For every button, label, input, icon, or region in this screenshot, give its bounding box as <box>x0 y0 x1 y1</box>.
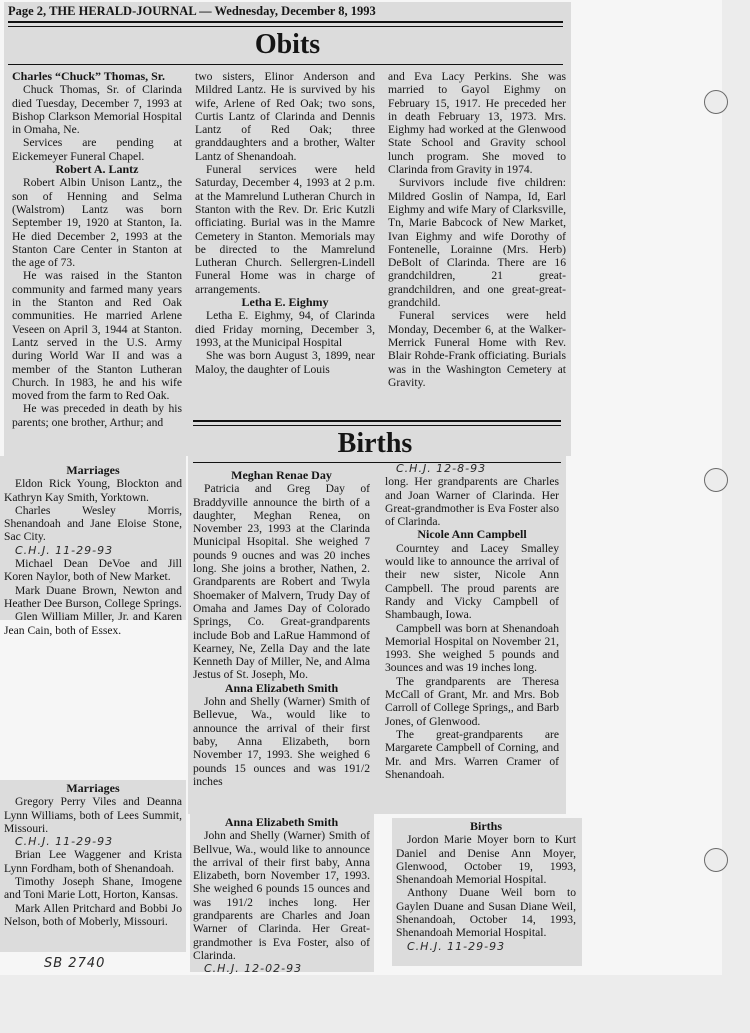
article-paragraph: two sisters, Elinor Anderson and Mildred Lantz. He is survived by his wife, Arlene of Red Oak; two sons, Curtis Lantz of Clarinda and Dennis Lantz of Red Oak; three granddaughters and a brother, Walter Lantz of Shenandoah. <box>195 70 375 163</box>
births-column-2 <box>385 462 559 781</box>
article-paragraph: Charles Wesley Morris, Shenandoah and Jane Eloise Stone, Sac City. <box>4 503 182 544</box>
article-headline: Letha E. Eighmy <box>241 295 329 310</box>
article-paragraph: and Eva Lacy Perkins. She was married to Gayol Eighmy on February 15, 1917. He preceded her in death February 13, 1973. Mrs. Eighmy had worked at the Glenwood State School and Gravity school lunch program. She moved to Clarinda from Gravity in 1974. <box>388 70 566 177</box>
article-paragraph: Timothy Joseph Shane, Imogene and Toni Marie Lott, Horton, Kansas. <box>4 875 182 902</box>
article-paragraph: The grandparents are Theresa McCall of Grant, Mr. and Mrs. Bob Carroll of College Springs,, and Barb Jones, of Glenwood. <box>385 674 559 728</box>
handwritten-note: C.H.J. 12-8-93 <box>396 462 487 475</box>
births-list <box>396 820 576 953</box>
article-headline: Nicole Ann Campbell <box>417 527 527 542</box>
article-headline: Charles “Chuck” Thomas, Sr. <box>12 69 166 83</box>
article-headline: Marriages <box>66 463 120 477</box>
obits-heading: Obits <box>254 29 321 60</box>
article-paragraph: Campbell was born at Shenandoah Memorial Hospital on November 21, 1993. She weighed 5 pounds and 3ounces and was 19 inches long. <box>385 621 559 675</box>
article-headline: Robert A. Lantz <box>55 162 139 177</box>
divider <box>193 425 561 426</box>
article-paragraph: He was raised in the Stanton community and farmed many years in the Stanton and Red Oak communities. He married Arlene Veseen on April 3, 1944 at Stanton. Lantz served in the U.S. Army during World War II and was a member of the Stanton Lutheran Church. In 1983, he and his wife moved from the farm to Red Oak. <box>12 269 182 403</box>
binder-hole <box>704 90 728 114</box>
article-paragraph: Chuck Thomas, Sr. of Clarinda died Tuesday, December 7, 1993 at Bishop Clarkson Memorial Hospital in Omaha, Ne. <box>12 83 182 137</box>
marriages-list <box>4 464 182 637</box>
article-paragraph: Letha E. Eighmy, 94, of Clarinda died Friday morning, December 3, 1993, at the Municipal Hospital <box>195 309 375 349</box>
divider <box>8 64 563 65</box>
obits-column-2 <box>195 70 375 376</box>
births-heading: Births <box>337 428 413 459</box>
article-paragraph: Gregory Perry Viles and Deanna Lynn Williams, both of Lees Summit, Missouri. <box>4 795 182 835</box>
article-paragraph: Eldon Rick Young, Blockton and Kathryn Kay Smith, Yorktown. <box>4 477 182 504</box>
article-paragraph: Courntey and Lacey Smalley would like to announce the arrival of their new sister, Nicole Ann Campbell. The proud parents are Randy and Vicky Campbell of Shambaugh, Iowa. <box>385 541 559 622</box>
births-column-1 <box>193 469 370 788</box>
binder-hole <box>704 848 728 872</box>
article-paragraph: Patricia and Greg Day of Braddyville announce the birth of a daughter, Meghan Renea, on November 23, 1993 at the Clarinda Municipal Hsopital. She weighed 7 pounds 9 oucnes and was 20 inches long. She joins a brother, Nathen, 2. Grandparents are Robert and Twyla Shoemaker of Malvern, Trudy Day of Omaha and James Day of Colorado Springs, Co. Great-grandparents include Bob and LaRue Hammond of Kearney, Ne, Zella Day and the late Kenneth Day of Miller, Ne, and Alma Jestus of St. Joseph, Mo. <box>193 482 370 682</box>
binder-hole <box>704 468 728 492</box>
article-headline: Anna Elizabeth Smith <box>224 815 339 829</box>
article-headline: Marriages <box>66 781 120 795</box>
archive-note: SB 2740 <box>44 956 106 971</box>
divider <box>8 21 563 23</box>
birth-announcement <box>193 816 370 976</box>
article-paragraph: Anthony Duane Weil born to Gaylen Duane and Susan Diane Weil, Shenandoah, October 14, 1993, Shenandoah Memorial Hospital. <box>396 886 576 940</box>
article-paragraph: John and Shelly (Warner) Smith of Bellvue, Wa., would like to announce the arrival of their first baby, Anna Elizabeth, born November 17, 1993. She weighed 6 pounds 15 ounces and was 191/2 inches long. Her grandparents are Charles and Joan Warner of Clarinda. Her Great-grandmother is Eva Foster, also of Clarinda. <box>193 829 370 962</box>
article-paragraph: Brian Lee Waggener and Krista Lynn Fordham, both of Shenandoah. <box>4 848 182 875</box>
masthead: Page 2, THE HERALD-JOURNAL — Wednesday, December 8, 1993 <box>8 4 376 18</box>
article-paragraph: He was preceded in death by his parents; one brother, Arthur; and <box>12 402 182 429</box>
article-paragraph: Michael Dean DeVoe and Jill Koren Naylor, both of New Market. <box>4 557 182 584</box>
obits-column-1 <box>12 70 182 429</box>
article-paragraph: long. Her grandparents are Charles and Joan Warner of Clarinda. Her Great-grandmother is Eva Foster also of Clarinda. <box>385 475 559 529</box>
article-headline: Meghan Renae Day <box>231 468 332 482</box>
article-headline: Births <box>469 819 502 833</box>
article-paragraph: Robert Albin Unison Lantz,, the son of Henning and Selma (Walstrom) Lantz was born September 19, 1920 at Stanton, Ia. He died December 2, 1993 at the Stanton Care Center in Stanton at the age of 73. <box>12 176 182 270</box>
article-paragraph: Jordon Marie Moyer born to Kurt Daniel and Denise Ann Moyer, Glenwood, October 19, 1993, Shenandoah Memorial Hospital. <box>396 833 576 887</box>
article-paragraph: Survivors include five children: Mildred Goslin of Nampa, Id, Earl Eighmy and wife Mary of Clarksville, Tn, Marie Babcock of New Market, Ivan Eighmy and wife Dorothy of Fontenelle, Lorainne (Mrs. Herb) DeBolt of Clarinda. There are 16 grandchildren, 21 great-grandchildren, and one great-great-grandchild. <box>388 176 566 310</box>
handwritten-note: C.H.J. 12-02-93 <box>204 962 303 976</box>
article-paragraph: Funeral services were held Monday, December 6, at the Walker-Merrick Funeral Home with Rev. Blair Rohde-Frank officiating. Burials was in the Washington Cemetery at Gravity. <box>388 309 566 389</box>
marriages-list <box>4 782 182 928</box>
article-paragraph: Mark Allen Pritchard and Bobbi Jo Nelson, both of Moberly, Missouri. <box>4 901 182 928</box>
article-paragraph: The great-grandparents are Margarete Campbell of Corning, and Mr. and Mrs. Warren Cramer of Shenandoah. <box>385 727 559 781</box>
article-paragraph: She was born August 3, 1899, near Maloy, the daughter of Louis <box>195 349 375 376</box>
article-paragraph: John and Shelly (Warner) Smith of Bellevue, Wa., would like to announce the arrival of their first baby, Anna Elizabeth, born November 17, 1993. She weighed 6 pounds 15 ounces and was 191/2 inches <box>193 695 370 788</box>
article-paragraph: Mark Duane Brown, Newton and Heather Dee Burson, College Springs. <box>4 583 182 610</box>
article-headline: Anna Elizabeth Smith <box>224 680 339 695</box>
obits-column-3 <box>388 70 566 389</box>
handwritten-note: C.H.J. 11-29-93 <box>15 835 114 849</box>
article-paragraph: Services are pending at Eickemeyer Funeral Chapel. <box>12 136 182 163</box>
divider <box>8 26 563 27</box>
article-paragraph: Glen William Miller, Jr. and Karen Jean Cain, both of Essex. <box>4 610 182 637</box>
handwritten-note: C.H.J. 11-29-93 <box>407 939 506 953</box>
divider <box>193 420 561 422</box>
handwritten-note: C.H.J. 11-29-93 <box>15 543 114 557</box>
article-paragraph: Funeral services were held Saturday, December 4, 1993 at 2 p.m. at the Mamrelund Lutheran Church in Stanton with the Rev. Dr. Eric Kutzli officiating. Burial was in the Mamre Cemetery in Stanton. Memorials may be directed to the Mamrelund Lutheran Church. Sellergren-Lindell Funeral Home was in charge of arrangements. <box>195 163 375 296</box>
